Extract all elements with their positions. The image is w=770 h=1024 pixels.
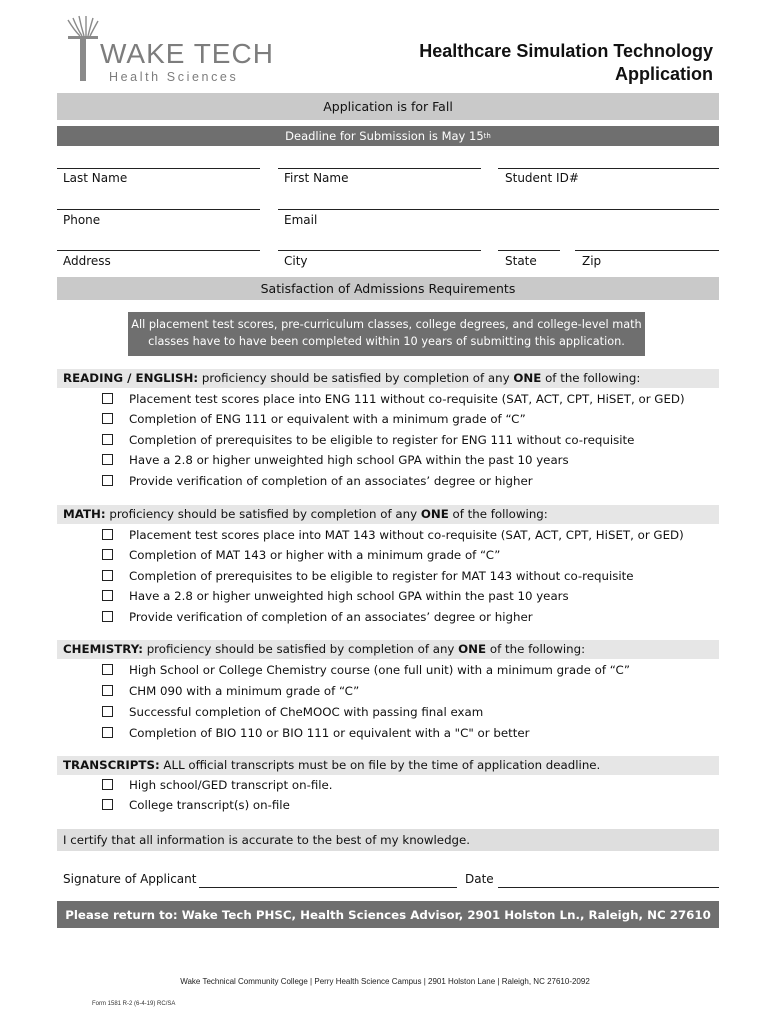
column-emblem-icon xyxy=(64,14,104,84)
chemistry-section-heading xyxy=(57,640,719,659)
city-line[interactable] xyxy=(278,250,481,251)
chemistry-one: ONE xyxy=(458,642,487,656)
transcripts-section-heading xyxy=(57,756,719,775)
checkbox[interactable] xyxy=(102,454,113,465)
math-section-heading xyxy=(57,505,719,524)
math-label: MATH: xyxy=(63,507,106,521)
deadline-text: Deadline for Submission is May 15 xyxy=(285,129,484,143)
checkbox[interactable] xyxy=(102,611,113,622)
transcripts-item-text: College transcript(s) on-file xyxy=(129,798,290,812)
first-name-line[interactable] xyxy=(278,168,481,169)
checkbox[interactable] xyxy=(102,727,113,738)
signature-label: Signature of Applicant xyxy=(63,872,197,886)
reading-item[interactable] xyxy=(102,473,533,489)
transcripts-item[interactable] xyxy=(102,797,290,813)
term-text: Application is for Fall xyxy=(323,99,453,114)
reading-item[interactable] xyxy=(102,411,526,427)
checkbox[interactable] xyxy=(102,590,113,601)
chemistry-item-text: High School or College Chemistry course (one full unit) with a minimum grade of “C” xyxy=(129,663,631,677)
last-name-label: Last Name xyxy=(63,171,128,185)
transcripts-intro: ALL official transcripts must be on file by the time of application deadline. xyxy=(163,758,601,772)
reading-intro: proficiency should be satisfied by completion of any xyxy=(201,371,510,385)
date-label: Date xyxy=(465,872,494,886)
math-item[interactable] xyxy=(102,547,500,563)
logo-subtitle: Health Sciences xyxy=(109,70,239,84)
wake-tech-logo xyxy=(64,14,294,86)
city-label: City xyxy=(284,254,308,268)
zip-label: Zip xyxy=(582,254,602,268)
chemistry-item[interactable] xyxy=(102,683,359,699)
reading-item[interactable] xyxy=(102,391,685,407)
transcripts-item[interactable] xyxy=(102,777,333,793)
reading-item[interactable] xyxy=(102,452,569,468)
math-item[interactable] xyxy=(102,568,634,584)
phone-line[interactable] xyxy=(57,209,260,210)
email-line[interactable] xyxy=(278,209,719,210)
reading-item[interactable] xyxy=(102,432,634,448)
transcripts-label: TRANSCRIPTS: xyxy=(63,758,160,772)
phone-label: Phone xyxy=(63,213,101,227)
math-item-text: Have a 2.8 or higher unweighted high school GPA within the past 10 years xyxy=(129,589,569,603)
notice-line-2: classes have to have been completed within 10 years of submitting this application. xyxy=(148,335,625,348)
chemistry-intro: proficiency should be satisfied by completion of any xyxy=(146,642,455,656)
math-item-text: Completion of MAT 143 or higher with a minimum grade of “C” xyxy=(129,548,501,562)
transcripts-item-text: High school/GED transcript on-file. xyxy=(129,778,333,792)
math-one: ONE xyxy=(420,507,449,521)
chemistry-item-text: CHM 090 with a minimum grade of “C” xyxy=(129,684,360,698)
checkbox[interactable] xyxy=(102,779,113,790)
reading-item-text: Completion of prerequisites to be eligible to register for ENG 111 without co-requisite xyxy=(129,433,635,447)
reading-intro-end: of the following: xyxy=(545,371,641,385)
date-line[interactable] xyxy=(498,887,719,888)
math-intro: proficiency should be satisfied by completion of any xyxy=(109,507,418,521)
student-id-label: Student ID# xyxy=(505,171,579,185)
checkbox[interactable] xyxy=(102,570,113,581)
math-item-text: Placement test scores place into MAT 143 without co-requisite (SAT, ACT, CPT, HiSET, or GED) xyxy=(129,528,684,542)
checkbox[interactable] xyxy=(102,393,113,404)
reading-section-heading xyxy=(57,369,719,388)
first-name-label: First Name xyxy=(284,171,349,185)
last-name-line[interactable] xyxy=(57,168,260,169)
reading-item-text: Completion of ENG 111 or equivalent with a minimum grade of “C” xyxy=(129,412,526,426)
deadline-superscript: th xyxy=(483,132,491,140)
checkbox[interactable] xyxy=(102,685,113,696)
chemistry-item[interactable] xyxy=(102,725,529,741)
signature-line[interactable] xyxy=(199,887,457,888)
deadline-bar xyxy=(57,126,719,146)
checkbox[interactable] xyxy=(102,413,113,424)
title-line-2: Application xyxy=(615,64,713,84)
chemistry-label: CHEMISTRY: xyxy=(63,642,143,656)
title-line-1: Healthcare Simulation Technology xyxy=(419,41,713,61)
address-label: Address xyxy=(63,254,111,268)
reading-label: READING / ENGLISH: xyxy=(63,371,199,385)
return-bar xyxy=(57,901,719,928)
notice-line-1: All placement test scores, pre-curriculum classes, college degrees, and college-level math xyxy=(131,318,642,331)
address-line[interactable] xyxy=(57,250,260,251)
student-id-line[interactable] xyxy=(498,168,719,169)
math-item[interactable] xyxy=(102,609,533,625)
checkbox[interactable] xyxy=(102,664,113,675)
return-text: Please return to: Wake Tech PHSC, Health Sciences Advisor, 2901 Holston Ln., Raleigh, NC 27610 xyxy=(65,907,711,922)
email-label: Email xyxy=(284,213,318,227)
chemistry-item[interactable] xyxy=(102,704,483,720)
reading-item-text: Placement test scores place into ENG 111 without co-requisite (SAT, ACT, CPT, HiSET, or GED) xyxy=(129,392,685,406)
state-label: State xyxy=(505,254,537,268)
reading-item-text: Have a 2.8 or higher unweighted high school GPA within the past 10 years xyxy=(129,453,569,467)
requirements-text: Satisfaction of Admissions Requirements xyxy=(260,281,516,296)
math-intro-end: of the following: xyxy=(452,507,548,521)
page-title xyxy=(419,40,713,86)
chemistry-item[interactable] xyxy=(102,662,630,678)
chemistry-intro-end: of the following: xyxy=(489,642,586,656)
checkbox[interactable] xyxy=(102,549,113,560)
math-item[interactable] xyxy=(102,588,569,604)
chemistry-item-text: Successful completion of CheMOOC with passing final exam xyxy=(129,705,484,719)
chemistry-item-text: Completion of BIO 110 or BIO 111 or equivalent with a "C" or better xyxy=(129,726,530,740)
logo-wordmark: WAKE TECH xyxy=(100,38,274,69)
certify-bar xyxy=(57,829,719,851)
math-item[interactable] xyxy=(102,527,684,543)
math-item-text: Provide verification of completion of an associates’ degree or higher xyxy=(129,610,533,624)
certify-text: I certify that all information is accurate to the best of my knowledge. xyxy=(63,833,471,847)
checkbox[interactable] xyxy=(102,475,113,486)
reading-one: ONE xyxy=(513,371,542,385)
form-number: Form 1581 R-2 (6-4-19) RC/SA xyxy=(92,1001,176,1007)
checkbox[interactable] xyxy=(102,799,113,810)
zip-line[interactable] xyxy=(575,250,719,251)
checkbox[interactable] xyxy=(102,434,113,445)
reading-item-text: Provide verification of completion of an associates’ degree or higher xyxy=(129,474,533,488)
requirements-bar xyxy=(57,277,719,300)
checkbox[interactable] xyxy=(102,706,113,717)
math-item-text: Completion of prerequisites to be eligible to register for MAT 143 without co-requisite xyxy=(129,569,634,583)
state-line[interactable] xyxy=(498,250,560,251)
checkbox[interactable] xyxy=(102,529,113,540)
ten-year-notice xyxy=(128,312,645,356)
term-bar xyxy=(57,93,719,120)
campus-footer: Wake Technical Community College | Perry Health Science Campus | 2901 Holston Lane | Raleigh, NC 27610-2092 xyxy=(180,977,590,986)
